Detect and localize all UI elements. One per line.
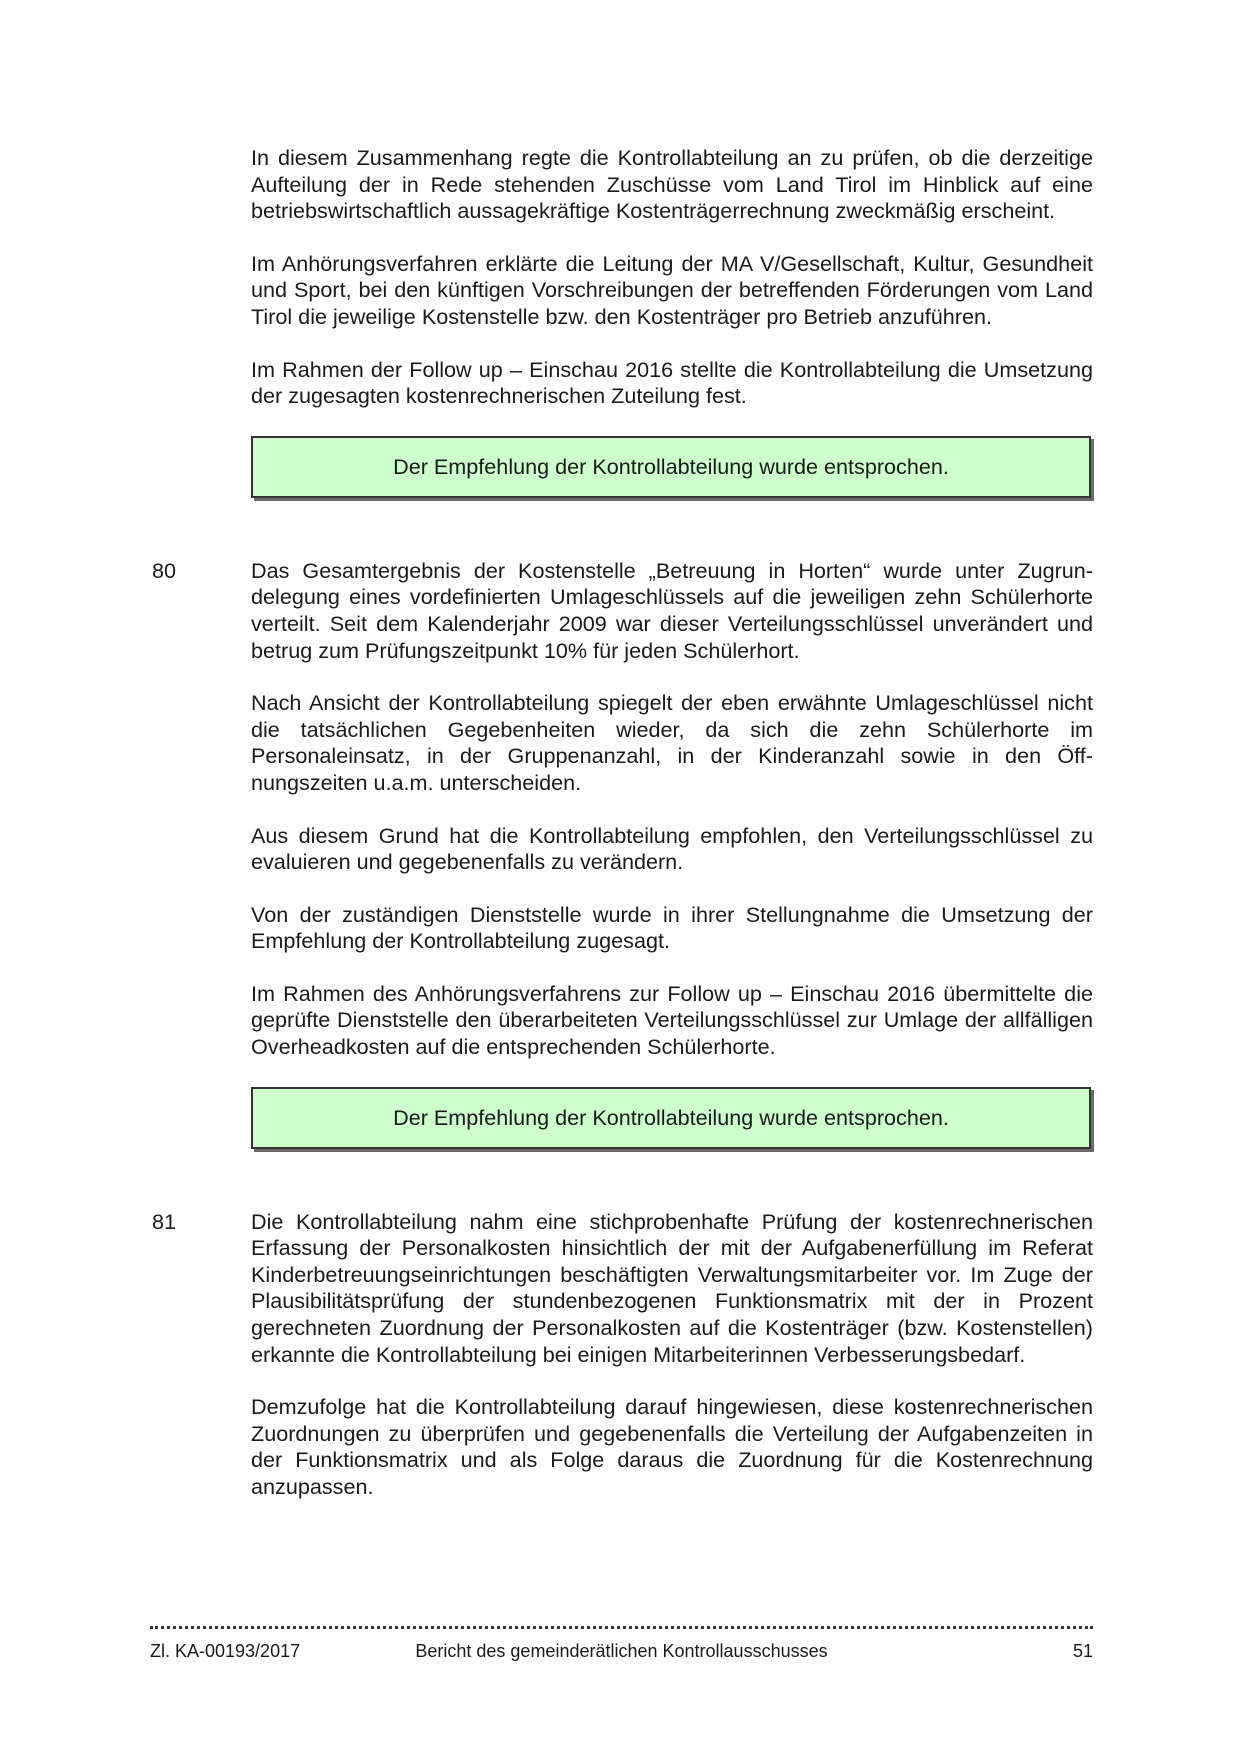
paragraph: Demzufolge hat die Kontrollabteilung darauf hingewiesen, diese kostenrechnerischen Zuordnungen zu überprüfen und gegebenenfalls die Verteilung der Aufgabenzeiten in der Funktionsmatrix und als Folge daraus die Zuordnung für die Kostenrechnung anzupassen. xyxy=(251,1394,1093,1499)
section-number: 81 xyxy=(152,1208,177,1234)
section-80 xyxy=(152,557,1093,1149)
page-footer xyxy=(150,1639,1093,1663)
footer-divider xyxy=(150,1626,1093,1629)
paragraph: In diesem Zusammenhang regte die Kontrollabteilung an zu prüfen, ob die derzeitige Aufteilung der in Rede stehenden Zuschüsse vom Land Tirol im Hinblick auf eine betriebswirtschaftlich aussagekräftige Kostenträgerrechnung zweckmäßig erscheint. xyxy=(251,145,1093,224)
page-number: 51 xyxy=(1072,1641,1093,1661)
page-content xyxy=(152,145,1093,1527)
paragraph: Im Rahmen des Anhörungsverfahrens zur Follow up – Einschau 2016 übermittelte die geprüfte Dienststelle den überarbeiteten Verteilungsschlüssel zur Umlage der allfälligen Overheadkosten auf die entsprechenden Schülerhorte. xyxy=(251,980,1093,1060)
section-81 xyxy=(152,1208,1093,1501)
paragraph: Die Kontrollabteilung nahm eine stichprobenhafte Prüfung der kostenrechnerischen Erfassung der Personalkosten hinsichtlich der mit der Aufgabenerfüllung im Referat Kinderbetreuungseinrichtungen beschäftigten Verwaltungsmitarbeiter vor. Im Zuge der Plausibilitätsprüfung der stundenbezogenen Funktionsmatrix mit der in Prozent gerechneten Zuordnung der Personalkosten auf die Kostenträger (bzw. Kostenstellen) erkannte die Kontrollabteilung bei einigen Mitarbeiterinnen Verbesserungsbedarf. xyxy=(251,1208,1093,1367)
paragraph: Aus diesem Grund hat die Kontrollabteilung empfohlen, den Verteilungsschlüssel zu evaluieren und gegebenenfalls zu verändern. xyxy=(251,822,1093,875)
document-reference: Zl. KA-00193/2017 xyxy=(150,1641,301,1661)
result-box-text: Der Empfehlung der Kontrollabteilung wurde entsprochen. xyxy=(393,1104,949,1130)
paragraph: Von der zuständigen Dienststelle wurde in ihrer Stellungnahme die Umsetzung der Empfehlung der Kontrollabteilung zugesagt. xyxy=(251,901,1093,954)
report-title: Bericht des gemeinderätlichen Kontrollausschusses xyxy=(415,1641,828,1661)
result-box-text: Der Empfehlung der Kontrollabteilung wurde entsprochen. xyxy=(393,453,949,479)
paragraph: Im Rahmen der Follow up – Einschau 2016 stellte die Kontrollabteilung die Umsetzung der zugesagten kostenrechnerischen Zuteilung fest. xyxy=(251,356,1093,409)
paragraph: Das Gesamtergebnis der Kostenstelle „Betreuung in Horten“ wurde unter Zugrundelegung eines vordefinierten Umlageschlüssels auf die jeweiligen zehn Schülerhorte verteilt. Seit dem Kalenderjahr 2009 war dieser Verteilungsschlüssel unverändert und betrug zum Prüfungszeitpunkt 10% für jeden Schülerhort. xyxy=(251,557,1093,663)
section-number: 80 xyxy=(152,557,177,583)
result-box xyxy=(251,436,1091,498)
paragraph: Nach Ansicht der Kontrollabteilung spiegelt der eben erwähnte Umlageschlüssel nicht die tatsächlichen Gegebenheiten wieder, da sich die zehn Schülerhorte im Personaleinsatz, in der Gruppenanzahl, in der Kinderanzahl sowie in den Öffnungszeiten u.a.m. unterscheiden. xyxy=(251,690,1093,795)
paragraph: Im Anhörungsverfahren erklärte die Leitung der MA V/Gesellschaft, Kultur, Gesundheit und Sport, bei den künftigen Vorschreibungen der betreffenden Förderungen vom Land Tirol die jeweilige Kostenstelle bzw. den Kostenträger pro Betrieb anzuführen. xyxy=(251,250,1093,329)
result-box xyxy=(251,1087,1091,1149)
